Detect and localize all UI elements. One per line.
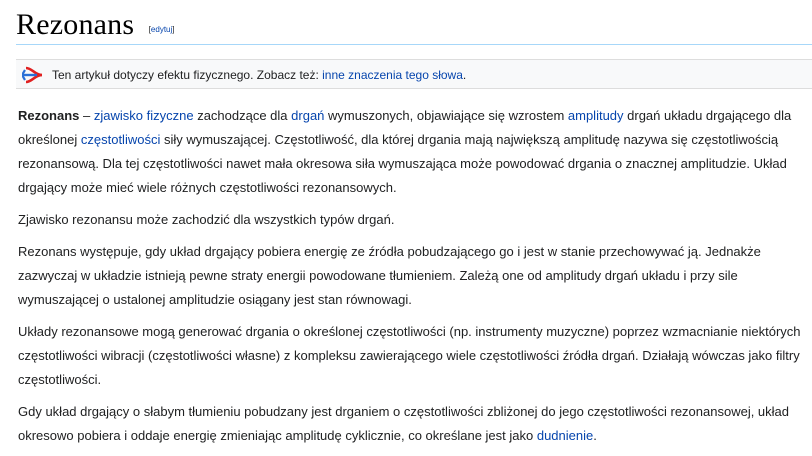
link-zjawisko-fizyczne[interactable]: zjawisko fizyczne: [93, 108, 194, 123]
paragraph-intro: Rezonans – zjawisko fizyczne zachodzące dla drgań wymuszonych, objawiające się wzrostem amplitudy drgań układu drgającego dla określonej częstotliwości siły wymuszającej. Częstotliwość, dla której drgania mają największą amplitudę nazywa się częstotliwością rezonansową. Dla tej częstotliwości nawet mała okresowa siła wymuszająca może powodować drgania o znacznej amplitudzie. Układ drgający może mieć wiele różnych częstotliwości rezonansowych.: [18, 108, 792, 195]
link-dudnienie[interactable]: dudnienie: [536, 428, 594, 443]
edit-link[interactable]: edytuj: [150, 25, 173, 35]
link-amplitudy[interactable]: amplitudy: [567, 108, 624, 123]
link-drgan[interactable]: drgań: [291, 108, 325, 123]
edit-section: [edytuj]: [148, 25, 175, 35]
paragraph-3: Rezonans występuje, gdy układ drgający pobiera energię ze źródła pobudzającego go i jest w stanie przechowywać ją. Jednakże zazwyczaj w układzie istnieją pewne straty energii powodowane tłumieniem. Zależą one od amplitudy drgań układu i przy sile wymuszającej o ustalonej amplitudzie osiągany jest stan równowagi.: [18, 244, 761, 307]
paragraph-2: Zjawisko rezonansu może zachodzić dla wszystkich typów drgań.: [18, 212, 395, 227]
paragraph-4: Układy rezonansowe mogą generować drgania o określonej częstotliwości (np. instrumenty muzyczne) poprzez wzmacnianie niektórych częstotliwości wibracji (częstotliwości własne) z kompleksu zawierającego wiele częstotliwości źródła drgań. Działają wówczas jako filtry częstotliwości.: [18, 324, 801, 387]
hatnote: [16, 59, 812, 89]
disambiguation-arrow-icon: [22, 66, 44, 84]
article-header: [16, 6, 812, 45]
article-content: [18, 104, 808, 456]
hatnote-text: Ten artykuł dotyczy efektu fizycznego. Zobacz też: inne znaczenia tego słowa.: [52, 68, 467, 82]
other-meanings-link[interactable]: inne znaczenia tego słowa: [322, 68, 463, 82]
page-title: Rezonans: [16, 8, 135, 41]
article-term: Rezonans: [18, 108, 80, 123]
paragraph-5: Gdy układ drgający o słabym tłumieniu pobudzany jest drganiem o częstotliwości zbliżonej do jego częstotliwości rezonansowej, układ okresowo pobiera i oddaje energię zmieniając amplitudę cyklicznie, co określane jest jako dudnienie.: [18, 404, 790, 443]
link-czestotliwosci[interactable]: częstotliwości: [80, 132, 161, 147]
